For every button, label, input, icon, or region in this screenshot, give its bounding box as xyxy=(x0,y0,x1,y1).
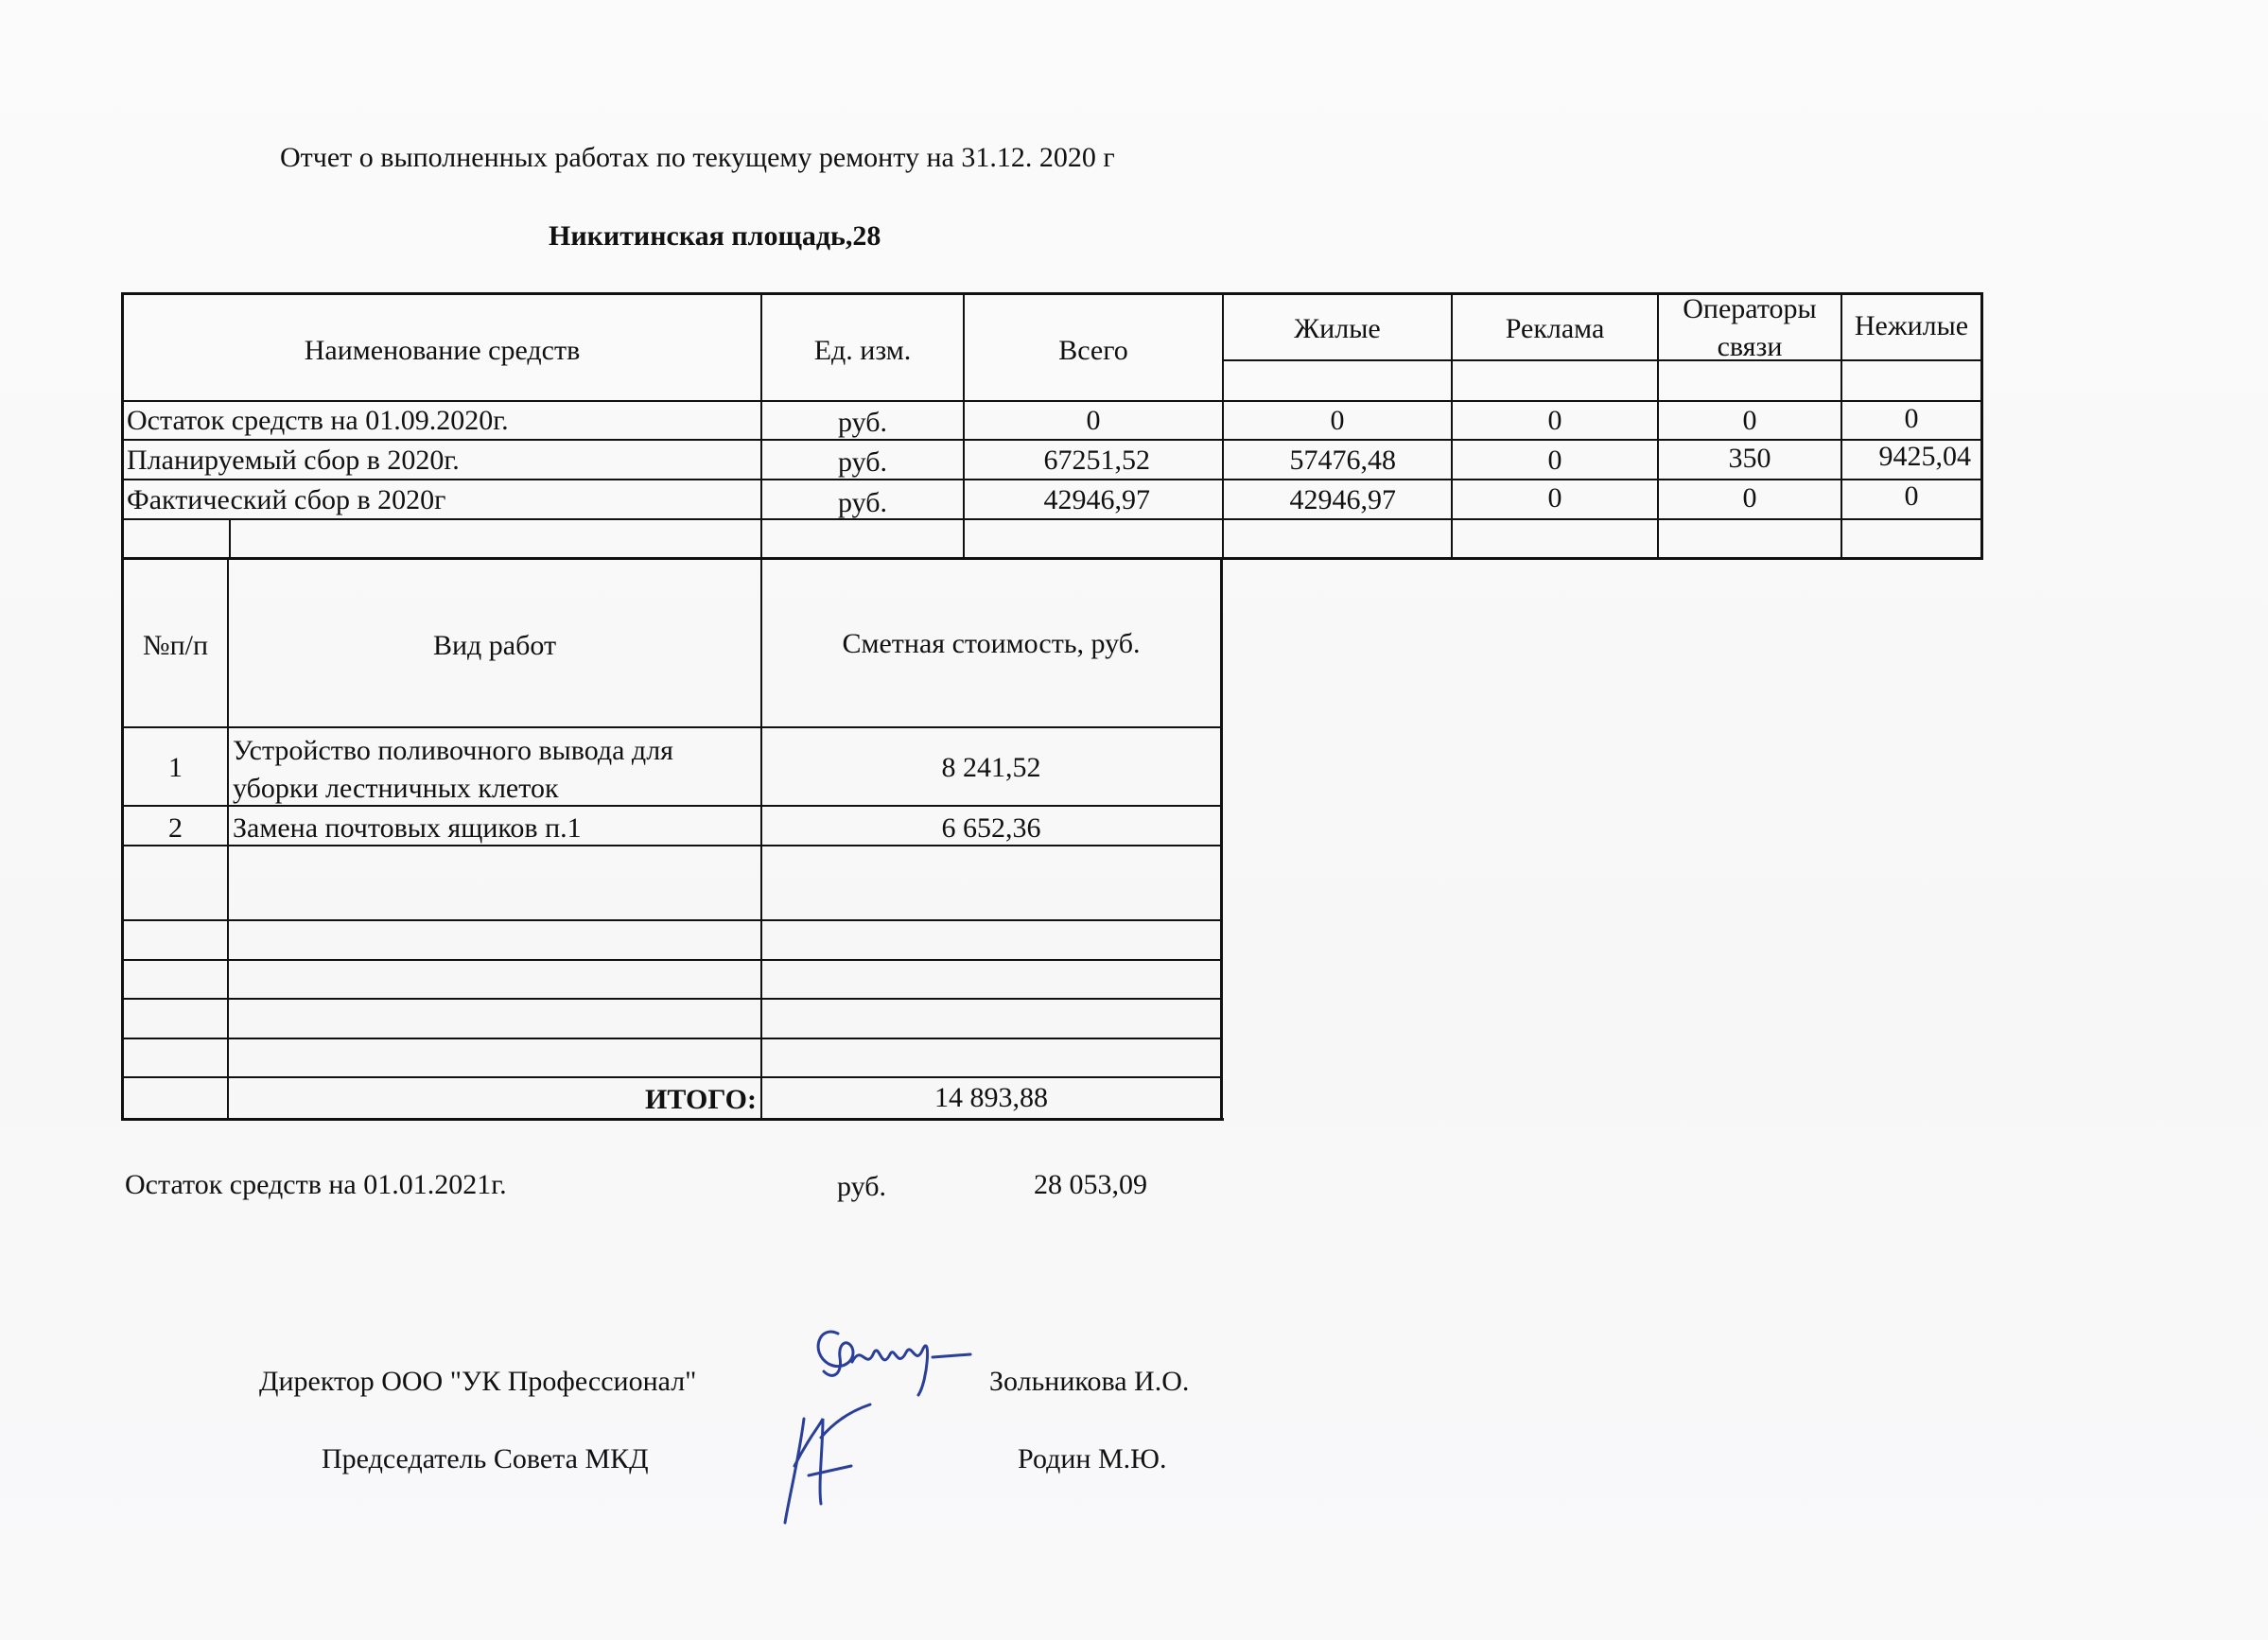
row-advertising: 0 xyxy=(1547,445,1562,476)
row-unit: руб. xyxy=(838,407,887,438)
header-advertising: Реклама xyxy=(1505,313,1605,344)
row-total: 0 xyxy=(1086,405,1101,436)
chair-signature xyxy=(766,1400,880,1532)
row-residential: 57476,48 xyxy=(1289,445,1396,476)
balance-unit: руб. xyxy=(837,1171,886,1202)
row-cost: 8 241,52 xyxy=(941,752,1041,783)
chair-title: Председатель Совета МКД xyxy=(322,1443,649,1474)
row-advertising: 0 xyxy=(1547,405,1562,436)
header-operators: Операторы связи xyxy=(1683,293,1817,362)
row-name: Планируемый сбор в 2020г. xyxy=(127,445,460,476)
row-nonresidential: 9425,04 xyxy=(1878,441,1971,472)
row-nonresidential: 0 xyxy=(1904,480,1919,512)
director-title: Директор ООО "УК Профессионал" xyxy=(259,1366,697,1397)
row-nonresidential: 0 xyxy=(1904,403,1919,434)
row-cost: 6 652,36 xyxy=(941,812,1041,844)
row-name: Остаток средств на 01.09.2020г. xyxy=(127,405,509,436)
row-unit: руб. xyxy=(838,487,887,518)
chair-name: Родин М.Ю. xyxy=(1018,1443,1167,1474)
row-work: Замена почтовых ящиков п.1 xyxy=(233,812,582,844)
total-value: 14 893,88 xyxy=(934,1082,1048,1113)
row-operators: 350 xyxy=(1728,443,1771,474)
row-residential: 0 xyxy=(1330,405,1345,436)
header-total: Всего xyxy=(1058,335,1128,366)
balance-label: Остаток средств на 01.01.2021г. xyxy=(125,1169,507,1200)
row-total: 67251,52 xyxy=(1043,445,1150,476)
header-unit: Ед. изм. xyxy=(813,335,912,366)
report-title: Отчет о выполненных работах по текущему ремонту на 31.12. 2020 г xyxy=(280,142,1115,173)
header-cost: Сметная стоимость, руб. xyxy=(842,628,1141,659)
total-label: ИТОГО: xyxy=(645,1084,757,1115)
balance-value: 28 053,09 xyxy=(1034,1169,1147,1200)
row-operators: 0 xyxy=(1742,482,1757,514)
header-nonresidential: Нежилые xyxy=(1854,310,1969,341)
header-work: Вид работ xyxy=(432,630,557,661)
director-signature xyxy=(800,1305,980,1409)
row-work: Устройство поливочного вывода для уборки лестничных клеток xyxy=(233,735,673,804)
report-address: Никитинская площадь,28 xyxy=(549,220,881,252)
row-operators: 0 xyxy=(1742,405,1757,436)
row-advertising: 0 xyxy=(1547,482,1562,514)
row-num: 1 xyxy=(168,752,183,783)
row-name: Фактический сбор в 2020г xyxy=(127,484,446,515)
row-unit: руб. xyxy=(838,446,887,478)
director-name: Зольникова И.О. xyxy=(989,1366,1190,1397)
header-num: №п/п xyxy=(142,630,209,661)
header-funds-name: Наименование средств xyxy=(304,335,581,366)
header-residential: Жилые xyxy=(1294,313,1381,344)
row-total: 42946,97 xyxy=(1043,484,1150,515)
row-num: 2 xyxy=(168,812,183,844)
row-residential: 42946,97 xyxy=(1289,484,1396,515)
